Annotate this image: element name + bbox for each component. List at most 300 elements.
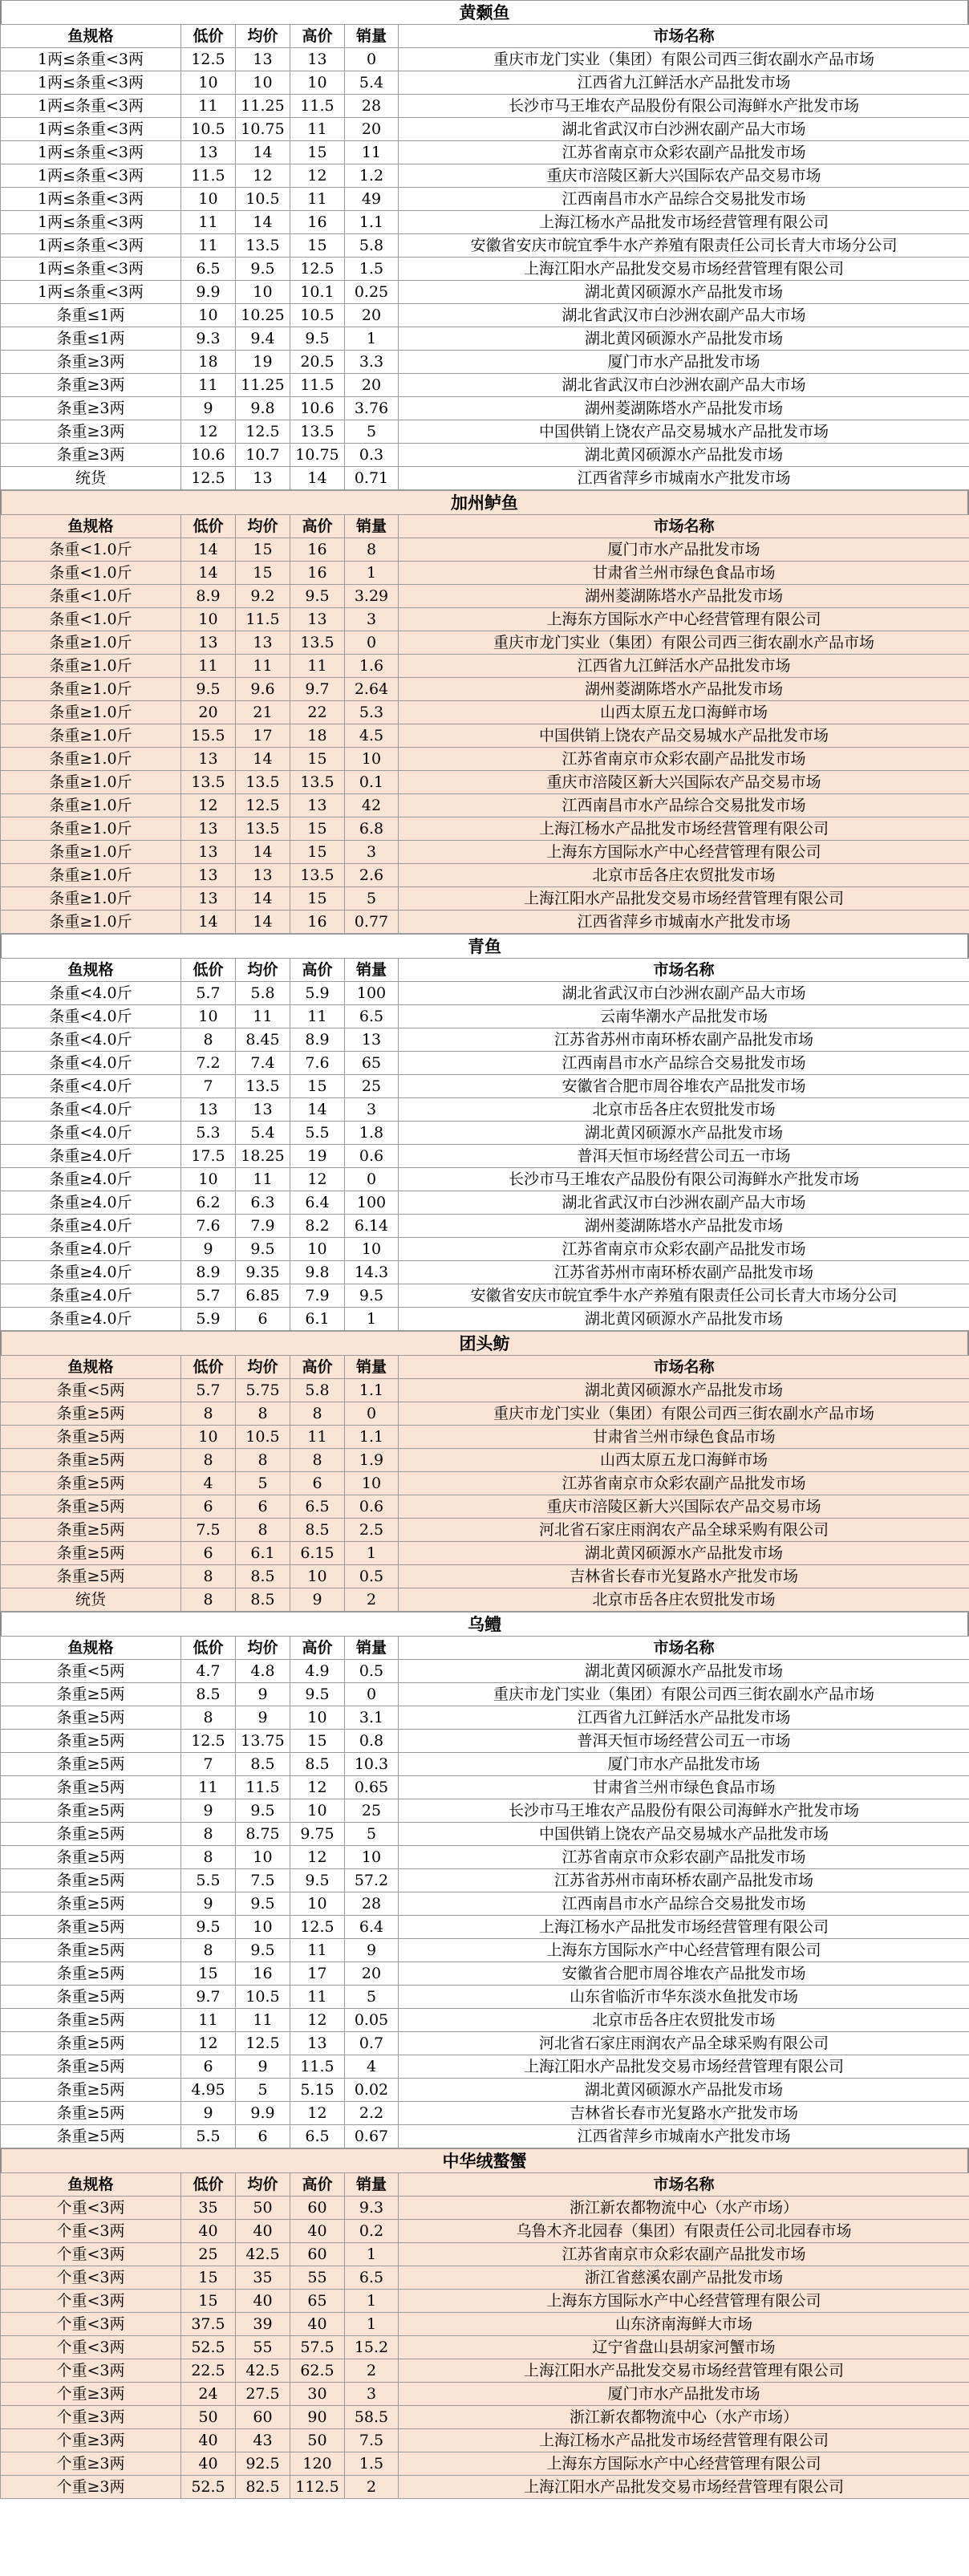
- cell-high: 11.5: [290, 374, 345, 397]
- cell-market: 重庆市龙门实业（集团）有限公司西三街农副水产品市场: [399, 631, 969, 655]
- cell-avg: 9.35: [236, 1261, 290, 1284]
- header-row: [1, 1637, 969, 1660]
- section-title: 青鱼: [0, 934, 969, 958]
- cell-high: 15: [290, 1075, 345, 1098]
- cell-high: 120: [290, 2452, 345, 2476]
- table-row: [1, 1215, 969, 1238]
- table-row: [1, 188, 969, 211]
- cell-low: 12: [181, 420, 236, 444]
- cell-spec: 个重<3两: [1, 2359, 181, 2383]
- table-row: [1, 211, 969, 234]
- cell-market: 安徽省合肥市周谷堆农产品批发市场: [399, 1962, 969, 1986]
- cell-market: 江西省萍乡市城南水产批发市场: [399, 911, 969, 934]
- table-row: [1, 141, 969, 164]
- cell-spec: 条重<1.0斤: [1, 585, 181, 608]
- table-row: [1, 48, 969, 71]
- cell-spec: 条重≥5两: [1, 1916, 181, 1939]
- cell-low: 4.7: [181, 1660, 236, 1683]
- cell-low: 5.7: [181, 1284, 236, 1308]
- cell-market: 重庆市涪陵区新大兴国际农产品交易市场: [399, 164, 969, 188]
- cell-market: 湖北黄冈硕源水产品批发市场: [399, 1542, 969, 1565]
- cell-spec: 条重<4.0斤: [1, 1005, 181, 1028]
- header-row: [1, 515, 969, 538]
- cell-avg: 15: [236, 562, 290, 585]
- cell-avg: 13: [236, 631, 290, 655]
- cell-market: 湖北省武汉市白沙洲农副产品大市场: [399, 304, 969, 327]
- cell-spec: 个重≥3两: [1, 2429, 181, 2452]
- cell-high: 12: [290, 2009, 345, 2032]
- table-row: [1, 562, 969, 585]
- cell-avg: 6.3: [236, 1191, 290, 1215]
- cell-low: 6: [181, 2055, 236, 2079]
- cell-volume: 2: [345, 2476, 399, 2499]
- table-row: [1, 2197, 969, 2220]
- cell-high: 20.5: [290, 351, 345, 374]
- cell-volume: 9: [345, 1939, 399, 1962]
- cell-spec: 条重≥3两: [1, 351, 181, 374]
- cell-spec: 条重≥5两: [1, 1730, 181, 1753]
- table-row: [1, 304, 969, 327]
- cell-avg: 82.5: [236, 2476, 290, 2499]
- cell-high: 4.9: [290, 1660, 345, 1683]
- table-row: [1, 1238, 969, 1261]
- column-header-avg: 均价: [236, 2173, 290, 2197]
- cell-spec: 1两≤条重<3两: [1, 188, 181, 211]
- cell-high: 10: [290, 71, 345, 95]
- cell-low: 20: [181, 701, 236, 724]
- cell-avg: 9.5: [236, 1799, 290, 1823]
- cell-avg: 10: [236, 71, 290, 95]
- price-table: [0, 1355, 969, 1612]
- cell-avg: 11: [236, 1005, 290, 1028]
- cell-low: 5.9: [181, 1308, 236, 1331]
- cell-market: 江西南昌市水产品综合交易批发市场: [399, 188, 969, 211]
- column-header-volume: 销量: [345, 1637, 399, 1660]
- cell-market: 重庆市涪陵区新大兴国际农产品交易市场: [399, 771, 969, 794]
- cell-low: 5.5: [181, 1869, 236, 1892]
- cell-spec: 条重≥3两: [1, 374, 181, 397]
- cell-market: 安徽省安庆市皖宜季牛水产养殖有限责任公司长青大市场分公司: [399, 234, 969, 258]
- cell-spec: 1两≤条重<3两: [1, 95, 181, 118]
- cell-volume: 9.5: [345, 1284, 399, 1308]
- cell-avg: 9.2: [236, 585, 290, 608]
- table-row: [1, 2079, 969, 2102]
- cell-volume: 0.02: [345, 2079, 399, 2102]
- cell-spec: 1两≤条重<3两: [1, 164, 181, 188]
- cell-market: 江苏省南京市众彩农副产品批发市场: [399, 2243, 969, 2266]
- cell-volume: 15.2: [345, 2336, 399, 2359]
- cell-spec: 个重<3两: [1, 2243, 181, 2266]
- cell-market: 江西省九江鲜活水产品批发市场: [399, 1706, 969, 1730]
- cell-volume: 1.1: [345, 211, 399, 234]
- column-header-market: 市场名称: [399, 1637, 969, 1660]
- cell-avg: 9.9: [236, 2102, 290, 2125]
- table-row: [1, 2125, 969, 2148]
- cell-spec: 条重≥4.0斤: [1, 1145, 181, 1168]
- table-row: [1, 1308, 969, 1331]
- cell-market: 湖北省武汉市白沙洲农副产品大市场: [399, 118, 969, 141]
- header-row: [1, 25, 969, 48]
- cell-avg: 19: [236, 351, 290, 374]
- table-row: [1, 1098, 969, 1122]
- cell-spec: 条重≥1.0斤: [1, 841, 181, 864]
- cell-market: 甘肃省兰州市绿色食品市场: [399, 562, 969, 585]
- table-row: [1, 1542, 969, 1565]
- cell-spec: 条重≥4.0斤: [1, 1284, 181, 1308]
- table-row: [1, 1588, 969, 1612]
- cell-low: 8: [181, 1846, 236, 1869]
- cell-low: 18: [181, 351, 236, 374]
- column-header-avg: 均价: [236, 959, 290, 982]
- cell-low: 50: [181, 2406, 236, 2429]
- table-row: [1, 1495, 969, 1519]
- cell-spec: 条重≥4.0斤: [1, 1238, 181, 1261]
- cell-high: 12: [290, 1776, 345, 1799]
- cell-low: 5.3: [181, 1122, 236, 1145]
- cell-market: 厦门市水产品批发市场: [399, 351, 969, 374]
- cell-volume: 6.5: [345, 1005, 399, 1028]
- cell-volume: 1.2: [345, 164, 399, 188]
- cell-avg: 55: [236, 2336, 290, 2359]
- cell-market: 河北省石家庄雨润农产品全球采购有限公司: [399, 2032, 969, 2055]
- cell-high: 6.5: [290, 1495, 345, 1519]
- cell-avg: 10: [236, 1916, 290, 1939]
- cell-spec: 条重≥5两: [1, 1846, 181, 1869]
- column-header-high: 高价: [290, 1637, 345, 1660]
- cell-volume: 0.1: [345, 771, 399, 794]
- cell-low: 7: [181, 1075, 236, 1098]
- cell-low: 25: [181, 2243, 236, 2266]
- column-header-market: 市场名称: [399, 959, 969, 982]
- cell-market: 上海江阳水产品批发交易市场经营管理有限公司: [399, 887, 969, 911]
- cell-spec: 1两≤条重<3两: [1, 258, 181, 281]
- column-header-spec: 鱼规格: [1, 2173, 181, 2197]
- cell-market: 山西太原五龙口海鲜市场: [399, 1449, 969, 1472]
- cell-market: 上海江阳水产品批发交易市场经营管理有限公司: [399, 2476, 969, 2499]
- cell-high: 5.15: [290, 2079, 345, 2102]
- cell-volume: 2: [345, 1588, 399, 1612]
- cell-avg: 42.5: [236, 2243, 290, 2266]
- cell-spec: 条重<4.0斤: [1, 1098, 181, 1122]
- cell-volume: 5: [345, 1986, 399, 2009]
- cell-volume: 6.4: [345, 1916, 399, 1939]
- table-row: [1, 2102, 969, 2125]
- table-row: [1, 631, 969, 655]
- cell-low: 8: [181, 1028, 236, 1052]
- cell-volume: 0.05: [345, 2009, 399, 2032]
- cell-spec: 条重<4.0斤: [1, 1052, 181, 1075]
- cell-market: 江苏省南京市众彩农副产品批发市场: [399, 1846, 969, 1869]
- cell-high: 15: [290, 234, 345, 258]
- column-header-spec: 鱼规格: [1, 1356, 181, 1379]
- column-header-volume: 销量: [345, 2173, 399, 2197]
- cell-low: 8: [181, 1823, 236, 1846]
- cell-market: 吉林省长春市光复路水产批发市场: [399, 1565, 969, 1588]
- cell-low: 6: [181, 1495, 236, 1519]
- header-row: [1, 959, 969, 982]
- cell-low: 10: [181, 71, 236, 95]
- cell-market: 湖州菱湖陈塔水产品批发市场: [399, 585, 969, 608]
- cell-volume: 1: [345, 2243, 399, 2266]
- table-row: [1, 1449, 969, 1472]
- cell-spec: 条重≥1.0斤: [1, 678, 181, 701]
- table-row: [1, 1191, 969, 1215]
- column-header-market: 市场名称: [399, 25, 969, 48]
- cell-avg: 11.5: [236, 608, 290, 631]
- cell-volume: 10: [345, 1238, 399, 1261]
- cell-high: 8: [290, 1449, 345, 1472]
- cell-volume: 6.14: [345, 1215, 399, 1238]
- cell-market: 江西省萍乡市城南水产批发市场: [399, 2125, 969, 2148]
- cell-high: 12: [290, 164, 345, 188]
- cell-market: 上海东方国际水产中心经营管理有限公司: [399, 2290, 969, 2313]
- cell-low: 10: [181, 1426, 236, 1449]
- cell-low: 14: [181, 562, 236, 585]
- cell-high: 15: [290, 841, 345, 864]
- table-row: [1, 1075, 969, 1098]
- cell-spec: 条重≥1.0斤: [1, 748, 181, 771]
- cell-spec: 个重<3两: [1, 2313, 181, 2336]
- cell-market: 辽宁省盘山县胡家河蟹市场: [399, 2336, 969, 2359]
- cell-spec: 个重<3两: [1, 2266, 181, 2290]
- cell-market: 浙江省慈溪农副产品批发市场: [399, 2266, 969, 2290]
- table-row: [1, 2220, 969, 2243]
- cell-avg: 5: [236, 1472, 290, 1495]
- cell-low: 7: [181, 1753, 236, 1776]
- table-row: [1, 771, 969, 794]
- cell-avg: 43: [236, 2429, 290, 2452]
- cell-market: 江西南昌市水产品综合交易批发市场: [399, 1052, 969, 1075]
- table-row: [1, 1379, 969, 1402]
- cell-spec: 条重≥4.0斤: [1, 1191, 181, 1215]
- cell-market: 重庆市龙门实业（集团）有限公司西三街农副水产品市场: [399, 1683, 969, 1706]
- cell-avg: 42.5: [236, 2359, 290, 2383]
- cell-low: 15.5: [181, 724, 236, 748]
- cell-avg: 14: [236, 841, 290, 864]
- table-row: [1, 1730, 969, 1753]
- cell-avg: 7.4: [236, 1052, 290, 1075]
- cell-market: 江苏省苏州市南环桥农副产品批发市场: [399, 1261, 969, 1284]
- cell-high: 9.5: [290, 327, 345, 351]
- price-table: [0, 1636, 969, 2148]
- cell-spec: 条重≥1.0斤: [1, 817, 181, 841]
- cell-low: 15: [181, 2266, 236, 2290]
- table-row: [1, 1402, 969, 1426]
- cell-avg: 9.5: [236, 1238, 290, 1261]
- cell-volume: 0: [345, 1168, 399, 1191]
- cell-low: 7.2: [181, 1052, 236, 1075]
- table-row: [1, 1776, 969, 1799]
- cell-spec: 条重≥4.0斤: [1, 1308, 181, 1331]
- cell-avg: 8.75: [236, 1823, 290, 1846]
- cell-volume: 6.8: [345, 817, 399, 841]
- cell-high: 15: [290, 887, 345, 911]
- cell-low: 9: [181, 397, 236, 420]
- cell-low: 9: [181, 1238, 236, 1261]
- cell-spec: 条重≥5两: [1, 1962, 181, 1986]
- cell-spec: 1两≤条重<3两: [1, 48, 181, 71]
- table-row: [1, 1869, 969, 1892]
- column-header-low: 低价: [181, 25, 236, 48]
- cell-low: 8: [181, 1402, 236, 1426]
- cell-avg: 13.5: [236, 771, 290, 794]
- cell-spec: 1两≤条重<3两: [1, 211, 181, 234]
- cell-market: 上海江阳水产品批发交易市场经营管理有限公司: [399, 2055, 969, 2079]
- cell-market: 上海江杨水产品批发市场经营管理有限公司: [399, 1916, 969, 1939]
- table-row: [1, 2429, 969, 2452]
- cell-volume: 4: [345, 2055, 399, 2079]
- cell-avg: 10.7: [236, 444, 290, 467]
- cell-high: 8: [290, 1402, 345, 1426]
- cell-market: 重庆市龙门实业（集团）有限公司西三街农副水产品市场: [399, 48, 969, 71]
- cell-avg: 8.5: [236, 1565, 290, 1588]
- cell-avg: 14: [236, 211, 290, 234]
- table-row: [1, 887, 969, 911]
- cell-low: 5.7: [181, 982, 236, 1005]
- cell-volume: 0.65: [345, 1776, 399, 1799]
- cell-volume: 58.5: [345, 2406, 399, 2429]
- cell-market: 长沙市马王堆农产品股份有限公司海鲜水产批发市场: [399, 1799, 969, 1823]
- cell-high: 30: [290, 2383, 345, 2406]
- table-row: [1, 2009, 969, 2032]
- cell-market: 山东济南海鲜大市场: [399, 2313, 969, 2336]
- cell-volume: 10: [345, 1472, 399, 1495]
- cell-spec: 条重≥5两: [1, 1565, 181, 1588]
- cell-volume: 3.3: [345, 351, 399, 374]
- cell-volume: 0.77: [345, 911, 399, 934]
- cell-high: 11.5: [290, 95, 345, 118]
- cell-volume: 11: [345, 141, 399, 164]
- cell-high: 9.7: [290, 678, 345, 701]
- cell-avg: 10: [236, 281, 290, 304]
- cell-spec: 条重<1.0斤: [1, 538, 181, 562]
- cell-high: 17: [290, 1962, 345, 1986]
- cell-avg: 40: [236, 2220, 290, 2243]
- cell-market: 山东省临沂市华东淡水鱼批发市场: [399, 1986, 969, 2009]
- cell-market: 北京市岳各庄农贸批发市场: [399, 1588, 969, 1612]
- cell-high: 6.1: [290, 1308, 345, 1331]
- cell-volume: 1.6: [345, 655, 399, 678]
- cell-volume: 14.3: [345, 1261, 399, 1284]
- table-row: [1, 911, 969, 934]
- cell-low: 12.5: [181, 467, 236, 490]
- column-header-high: 高价: [290, 2173, 345, 2197]
- table-row: [1, 608, 969, 631]
- cell-high: 57.5: [290, 2336, 345, 2359]
- column-header-spec: 鱼规格: [1, 515, 181, 538]
- table-row: [1, 1846, 969, 1869]
- cell-spec: 条重≥5两: [1, 1683, 181, 1706]
- cell-high: 9.5: [290, 585, 345, 608]
- table-row: [1, 2406, 969, 2429]
- cell-market: 安徽省安庆市皖宜季牛水产养殖有限责任公司长青大市场分公司: [399, 1284, 969, 1308]
- cell-market: 上海东方国际水产中心经营管理有限公司: [399, 2452, 969, 2476]
- cell-low: 10: [181, 1005, 236, 1028]
- cell-avg: 8.45: [236, 1028, 290, 1052]
- cell-low: 6.2: [181, 1191, 236, 1215]
- cell-high: 10: [290, 1565, 345, 1588]
- cell-low: 12.5: [181, 48, 236, 71]
- cell-spec: 条重<5两: [1, 1379, 181, 1402]
- cell-low: 9.7: [181, 1986, 236, 2009]
- table-row: [1, 467, 969, 490]
- cell-avg: 10.5: [236, 1986, 290, 2009]
- column-header-market: 市场名称: [399, 1356, 969, 1379]
- cell-high: 60: [290, 2197, 345, 2220]
- column-header-high: 高价: [290, 25, 345, 48]
- cell-high: 11: [290, 118, 345, 141]
- cell-low: 9: [181, 1892, 236, 1916]
- column-header-low: 低价: [181, 515, 236, 538]
- cell-low: 10: [181, 304, 236, 327]
- cell-avg: 12.5: [236, 420, 290, 444]
- cell-avg: 50: [236, 2197, 290, 2220]
- cell-market: 江西南昌市水产品综合交易批发市场: [399, 1892, 969, 1916]
- cell-avg: 10.75: [236, 118, 290, 141]
- cell-spec: 条重<4.0斤: [1, 1122, 181, 1145]
- cell-avg: 17: [236, 724, 290, 748]
- cell-high: 8.5: [290, 1519, 345, 1542]
- cell-volume: 20: [345, 1962, 399, 1986]
- cell-low: 5.5: [181, 2125, 236, 2148]
- cell-spec: 条重≥1.0斤: [1, 887, 181, 911]
- table-row: [1, 1005, 969, 1028]
- cell-market: 湖北黄冈硕源水产品批发市场: [399, 281, 969, 304]
- table-row: [1, 1168, 969, 1191]
- cell-avg: 10.25: [236, 304, 290, 327]
- cell-spec: 条重≥5两: [1, 1449, 181, 1472]
- cell-market: 重庆市龙门实业（集团）有限公司西三街农副水产品市场: [399, 1402, 969, 1426]
- cell-spec: 条重≥5两: [1, 2125, 181, 2148]
- cell-spec: 个重<3两: [1, 2197, 181, 2220]
- cell-spec: 条重≥5两: [1, 2009, 181, 2032]
- table-row: [1, 1683, 969, 1706]
- cell-avg: 7.5: [236, 1869, 290, 1892]
- cell-volume: 0.25: [345, 281, 399, 304]
- column-header-avg: 均价: [236, 515, 290, 538]
- cell-low: 8: [181, 1939, 236, 1962]
- cell-avg: 9.6: [236, 678, 290, 701]
- cell-high: 12.5: [290, 1916, 345, 1939]
- cell-low: 11: [181, 655, 236, 678]
- cell-avg: 18.25: [236, 1145, 290, 1168]
- table-row: [1, 724, 969, 748]
- cell-spec: 条重≥5两: [1, 1823, 181, 1846]
- table-row: [1, 982, 969, 1005]
- cell-low: 5.7: [181, 1379, 236, 1402]
- cell-low: 4: [181, 1472, 236, 1495]
- column-header-high: 高价: [290, 1356, 345, 1379]
- cell-avg: 5.75: [236, 1379, 290, 1402]
- cell-spec: 条重≥4.0斤: [1, 1261, 181, 1284]
- cell-volume: 57.2: [345, 1869, 399, 1892]
- cell-market: 上海江杨水产品批发市场经营管理有限公司: [399, 2429, 969, 2452]
- cell-high: 19: [290, 1145, 345, 1168]
- cell-avg: 5.8: [236, 982, 290, 1005]
- cell-avg: 9: [236, 1706, 290, 1730]
- cell-market: 长沙市马王堆农产品股份有限公司海鲜水产批发市场: [399, 95, 969, 118]
- column-header-low: 低价: [181, 1637, 236, 1660]
- cell-high: 10.1: [290, 281, 345, 304]
- cell-market: 江苏省南京市众彩农副产品批发市场: [399, 748, 969, 771]
- cell-spec: 条重≥5两: [1, 1869, 181, 1892]
- cell-low: 6: [181, 1542, 236, 1565]
- table-row: [1, 281, 969, 304]
- table-row: [1, 1753, 969, 1776]
- cell-volume: 0: [345, 1402, 399, 1426]
- cell-spec: 1两≤条重<3两: [1, 118, 181, 141]
- cell-volume: 20: [345, 118, 399, 141]
